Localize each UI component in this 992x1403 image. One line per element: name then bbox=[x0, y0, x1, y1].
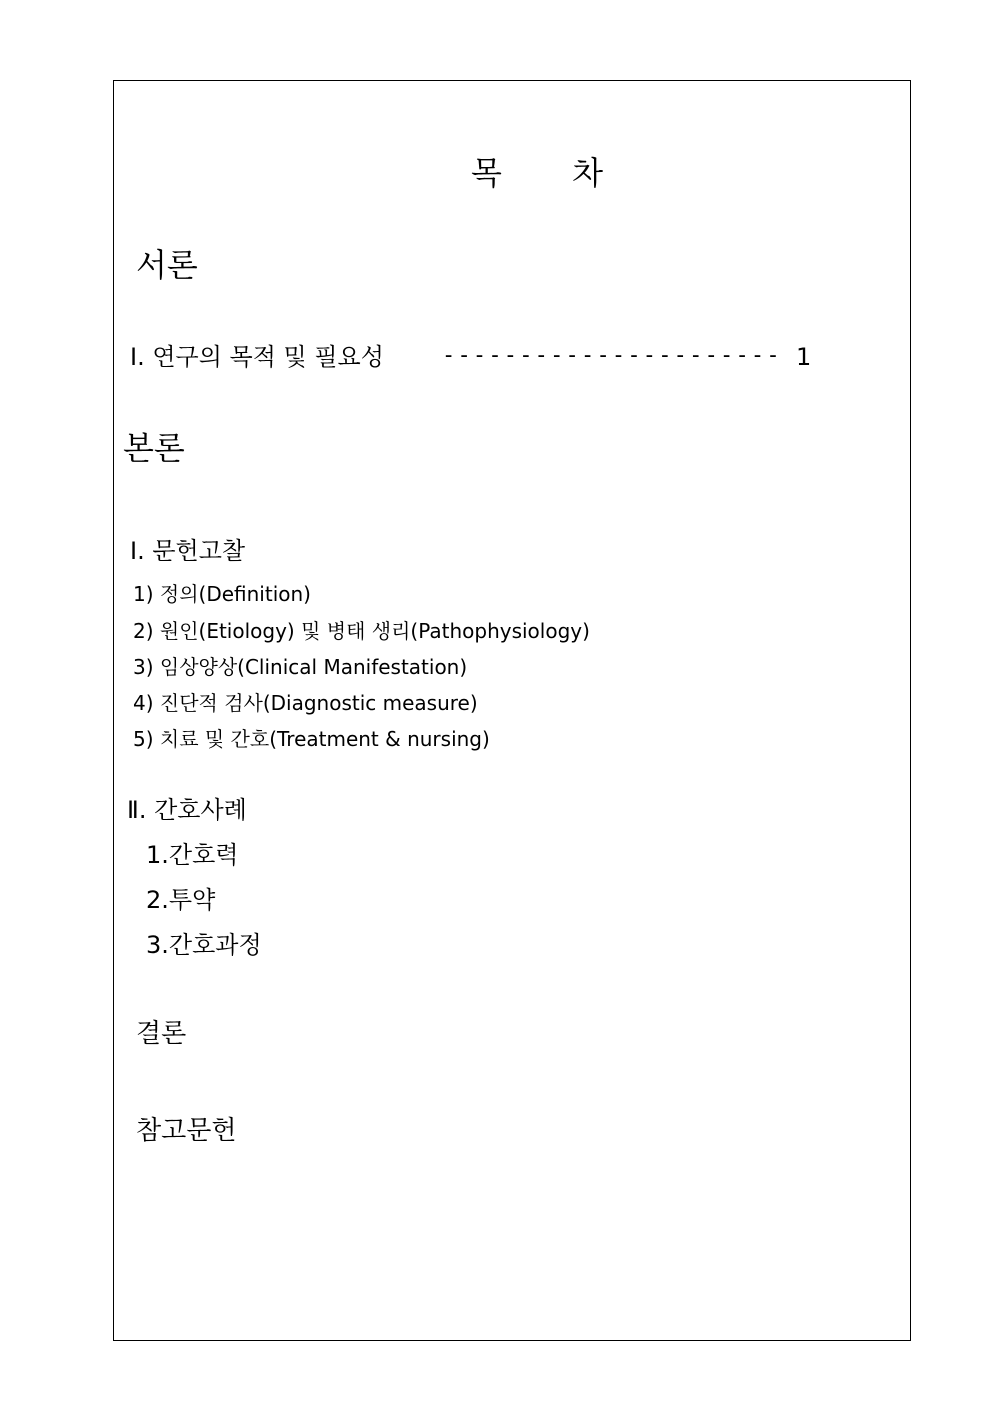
toc-title: 목 차 bbox=[471, 154, 603, 192]
intro-heading: 서론 bbox=[136, 246, 198, 284]
section2-item: 2.투약 bbox=[146, 886, 216, 914]
section2-item: 3.간호과정 bbox=[146, 931, 262, 959]
section1-item: 2) 원인(Etiology) 및 병태 생리(Pathophysiology) bbox=[133, 619, 590, 643]
section1-item: 5) 치료 및 간호(Treatment & nursing) bbox=[133, 727, 490, 751]
section2-label: Ⅱ. 간호사례 bbox=[127, 796, 247, 824]
intro-item-leader: ---------------------- bbox=[442, 343, 782, 368]
references-heading: 참고문헌 bbox=[136, 1116, 237, 1146]
section1-item: 1) 정의(Definition) bbox=[133, 582, 311, 606]
intro-item-page-number: 1 bbox=[796, 343, 812, 371]
section2-item: 1.간호력 bbox=[146, 841, 239, 869]
body-heading: 본론 bbox=[123, 429, 185, 467]
section1-item: 3) 임상양상(Clinical Manifestation) bbox=[133, 655, 468, 679]
intro-item-label: Ⅰ. 연구의 목적 및 필요성 bbox=[130, 343, 384, 371]
conclusion-heading: 결론 bbox=[136, 1019, 187, 1049]
section1-item: 4) 진단적 검사(Diagnostic measure) bbox=[133, 691, 478, 715]
section1-label: Ⅰ. 문헌고찰 bbox=[130, 537, 246, 565]
